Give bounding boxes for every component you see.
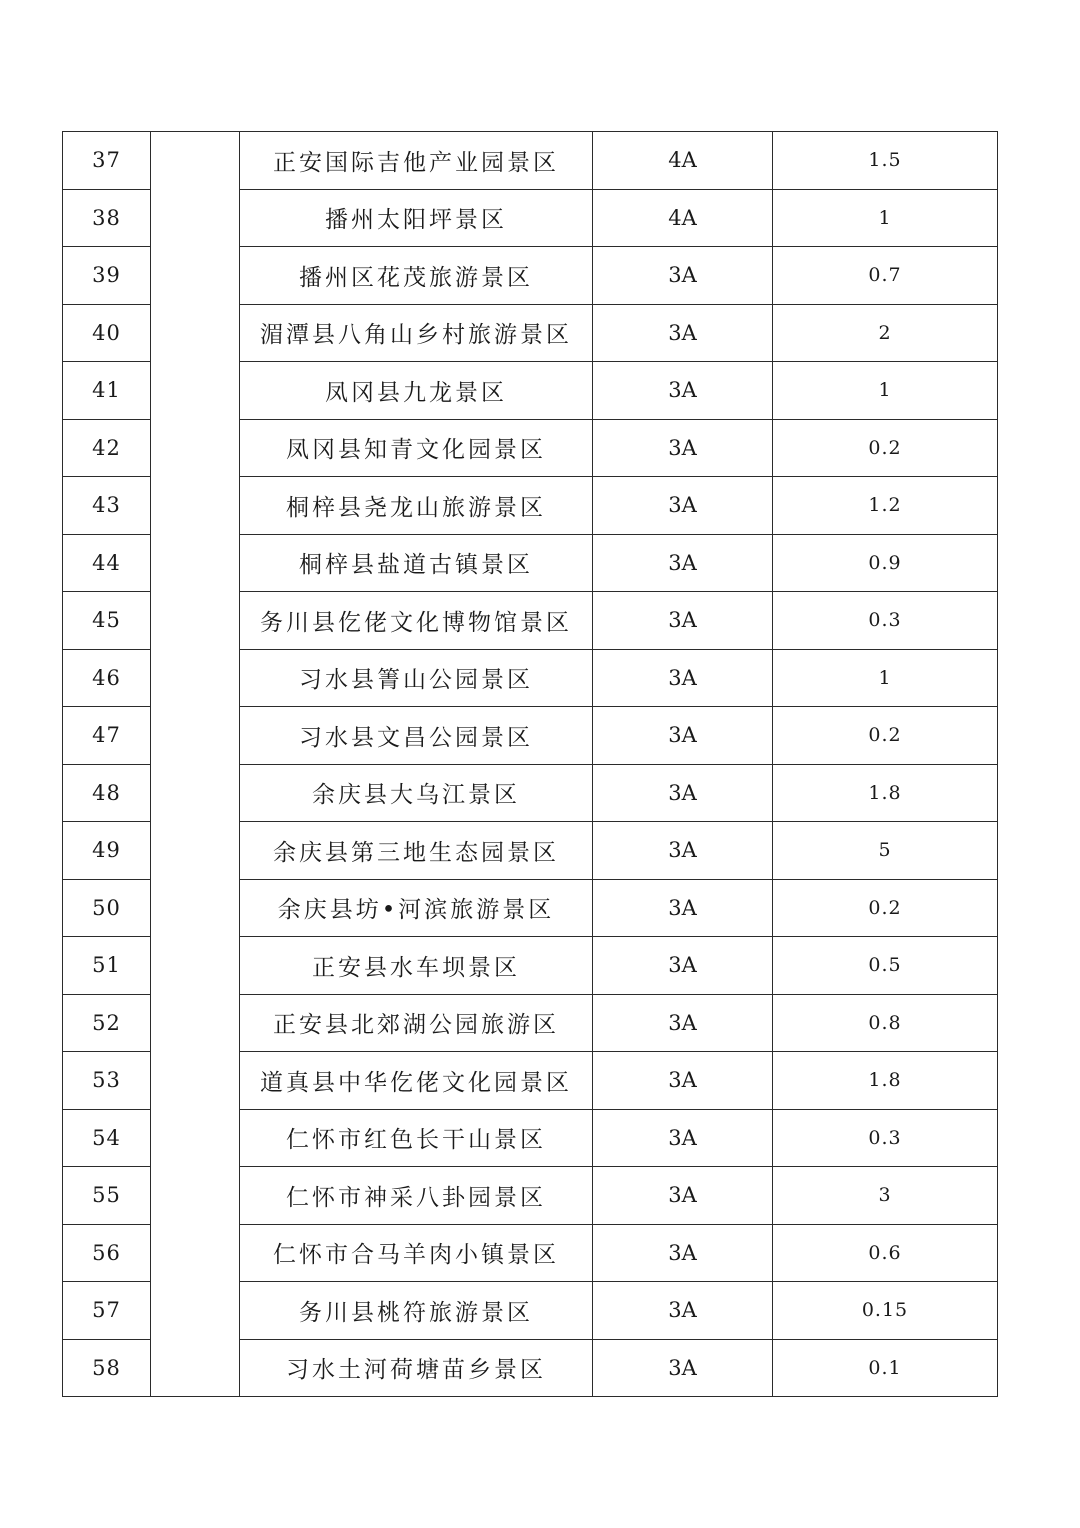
scenic-area-name: 仁怀市红色长干山景区 (240, 1109, 593, 1167)
row-number: 55 (63, 1167, 151, 1225)
scenic-area-level: 3A (593, 1167, 773, 1225)
scenic-area-name: 播州太阳坪景区 (240, 189, 593, 247)
scenic-area-level: 4A (593, 132, 773, 190)
scenic-area-level: 3A (593, 764, 773, 822)
scenic-area-level: 3A (593, 1224, 773, 1282)
scenic-area-value: 3 (773, 1167, 998, 1225)
row-number: 51 (63, 937, 151, 995)
scenic-area-value: 1.5 (773, 132, 998, 190)
scenic-area-name: 正安县北郊湖公园旅游区 (240, 994, 593, 1052)
row-number: 57 (63, 1282, 151, 1340)
row-number: 42 (63, 419, 151, 477)
scenic-area-level: 3A (593, 1109, 773, 1167)
scenic-area-value: 2 (773, 304, 998, 362)
table-row (63, 132, 998, 190)
merged-region-cell (151, 132, 240, 1397)
scenic-area-value: 5 (773, 822, 998, 880)
scenic-area-value: 1.8 (773, 764, 998, 822)
table-body (63, 132, 998, 1397)
scenic-area-name: 道真县中华仡佬文化园景区 (240, 1052, 593, 1110)
scenic-area-level: 3A (593, 304, 773, 362)
scenic-area-name: 桐梓县盐道古镇景区 (240, 534, 593, 592)
scenic-area-level: 3A (593, 994, 773, 1052)
scenic-area-level: 3A (593, 1339, 773, 1397)
row-number: 41 (63, 362, 151, 420)
scenic-area-name: 凤冈县知青文化园景区 (240, 419, 593, 477)
row-number: 47 (63, 707, 151, 765)
scenic-area-level: 3A (593, 247, 773, 305)
scenic-area-level: 3A (593, 822, 773, 880)
scenic-area-value: 1.8 (773, 1052, 998, 1110)
scenic-area-name: 凤冈县九龙景区 (240, 362, 593, 420)
row-number: 56 (63, 1224, 151, 1282)
scenic-area-level: 4A (593, 189, 773, 247)
row-number: 53 (63, 1052, 151, 1110)
scenic-area-value: 0.6 (773, 1224, 998, 1282)
scenic-area-value: 1 (773, 649, 998, 707)
scenic-area-level: 3A (593, 879, 773, 937)
scenic-area-value: 0.8 (773, 994, 998, 1052)
row-number: 58 (63, 1339, 151, 1397)
scenic-area-value: 0.2 (773, 419, 998, 477)
row-number: 43 (63, 477, 151, 535)
row-number: 38 (63, 189, 151, 247)
scenic-area-level: 3A (593, 419, 773, 477)
scenic-area-name: 正安县水车坝景区 (240, 937, 593, 995)
row-number: 37 (63, 132, 151, 190)
row-number: 44 (63, 534, 151, 592)
scenic-area-name: 仁怀市神采八卦园景区 (240, 1167, 593, 1225)
scenic-area-level: 3A (593, 1052, 773, 1110)
scenic-area-name: 正安国际吉他产业园景区 (240, 132, 593, 190)
row-number: 50 (63, 879, 151, 937)
scenic-area-table (62, 131, 998, 1397)
scenic-area-level: 3A (593, 592, 773, 650)
scenic-area-value: 1 (773, 189, 998, 247)
row-number: 40 (63, 304, 151, 362)
scenic-area-level: 3A (593, 477, 773, 535)
scenic-area-name: 湄潭县八角山乡村旅游景区 (240, 304, 593, 362)
scenic-area-level: 3A (593, 649, 773, 707)
scenic-area-value: 1 (773, 362, 998, 420)
scenic-area-name: 仁怀市合马羊肉小镇景区 (240, 1224, 593, 1282)
scenic-area-name: 桐梓县尧龙山旅游景区 (240, 477, 593, 535)
scenic-area-value: 0.3 (773, 592, 998, 650)
row-number: 52 (63, 994, 151, 1052)
scenic-area-level: 3A (593, 1282, 773, 1340)
scenic-area-name: 习水县文昌公园景区 (240, 707, 593, 765)
scenic-area-value: 1.2 (773, 477, 998, 535)
scenic-area-value: 0.7 (773, 247, 998, 305)
scenic-area-value: 0.9 (773, 534, 998, 592)
scenic-area-name: 余庆县大乌江景区 (240, 764, 593, 822)
row-number: 39 (63, 247, 151, 305)
scenic-area-value: 0.1 (773, 1339, 998, 1397)
row-number: 46 (63, 649, 151, 707)
row-number: 49 (63, 822, 151, 880)
scenic-area-level: 3A (593, 534, 773, 592)
scenic-area-name: 务川县仡佬文化博物馆景区 (240, 592, 593, 650)
scenic-area-name: 播州区花茂旅游景区 (240, 247, 593, 305)
scenic-area-level: 3A (593, 362, 773, 420)
scenic-area-value: 0.2 (773, 707, 998, 765)
scenic-area-level: 3A (593, 937, 773, 995)
scenic-area-name: 余庆县第三地生态园景区 (240, 822, 593, 880)
scenic-area-name: 习水县箐山公园景区 (240, 649, 593, 707)
scenic-area-value: 0.2 (773, 879, 998, 937)
scenic-area-name: 务川县桃符旅游景区 (240, 1282, 593, 1340)
scenic-area-value: 0.5 (773, 937, 998, 995)
row-number: 54 (63, 1109, 151, 1167)
row-number: 45 (63, 592, 151, 650)
scenic-area-value: 0.3 (773, 1109, 998, 1167)
scenic-area-name: 余庆县坊•河滨旅游景区 (240, 879, 593, 937)
scenic-area-level: 3A (593, 707, 773, 765)
scenic-area-value: 0.15 (773, 1282, 998, 1340)
scenic-area-name: 习水土河荷塘苗乡景区 (240, 1339, 593, 1397)
row-number: 48 (63, 764, 151, 822)
